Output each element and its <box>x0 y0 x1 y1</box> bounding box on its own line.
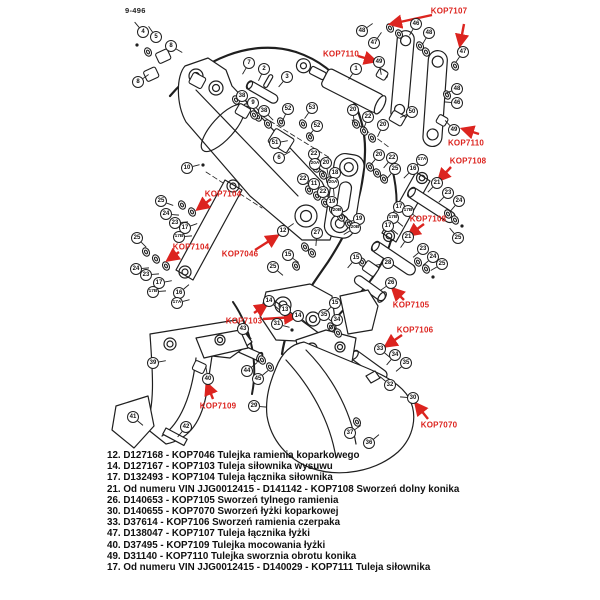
kop-label: KOP7070 <box>420 420 458 430</box>
callout-38: 38 <box>258 105 270 117</box>
callout-14: 14 <box>292 310 304 322</box>
callout-22: 22 <box>297 173 309 185</box>
callout-39: 39 <box>147 357 159 369</box>
callout-19: 19 <box>353 213 365 225</box>
callout-29: 29 <box>248 400 260 412</box>
callout-17B: 17B <box>173 231 185 243</box>
callout-23: 23 <box>442 187 454 199</box>
callout-20: 20 <box>320 157 332 169</box>
callout-50: 50 <box>406 106 418 118</box>
callout-17A: 17A <box>416 154 428 166</box>
kop-arrow <box>386 335 402 346</box>
callout-19: 19 <box>326 196 338 208</box>
callout-20: 20 <box>377 119 389 131</box>
callout-7: 7 <box>243 57 255 69</box>
callout-30: 30 <box>407 392 419 404</box>
parts-list-item: 21. Od numeru VIN JJG0012415 - D141142 - KOP7108 Sworzeń dolny konika <box>107 483 460 495</box>
callout-11: 11 <box>308 178 320 190</box>
callout-44: 44 <box>241 365 253 377</box>
parts-list-item: 12. D127168 - KOP7046 Tulejka ramienia koparkowego <box>107 450 360 461</box>
callout-14: 14 <box>263 295 275 307</box>
kop-arrow <box>168 252 179 260</box>
callout-22: 22 <box>317 186 329 198</box>
kop-arrow <box>463 129 479 134</box>
callout-46: 46 <box>410 18 422 30</box>
parts-list-item: 47. D138047 - KOP7107 Tuleja łącznika łyżki <box>107 528 310 540</box>
callout-21: 21 <box>402 231 414 243</box>
callout-22: 22 <box>386 152 398 164</box>
callout-24: 24 <box>160 208 172 220</box>
callout-43: 43 <box>237 323 249 335</box>
callout-4: 4 <box>137 26 149 38</box>
callout-51: 51 <box>269 137 281 149</box>
callout-10: 10 <box>181 162 193 174</box>
callout-15: 15 <box>329 297 341 309</box>
callout-20B: 20B <box>331 205 343 217</box>
callout-45: 45 <box>252 373 264 385</box>
callout-5: 5 <box>150 31 162 43</box>
kop-label: KOP7046 <box>221 249 259 259</box>
callout-17B: 17B <box>402 205 414 217</box>
callout-28: 28 <box>382 257 394 269</box>
callout-48: 48 <box>356 25 368 37</box>
swing-plate <box>340 290 378 334</box>
callout-15: 15 <box>282 249 294 261</box>
callout-6: 6 <box>273 152 285 164</box>
kop-label: KOP7107 <box>430 6 468 16</box>
callout-18: 18 <box>329 167 341 179</box>
callout-35: 35 <box>318 309 330 321</box>
callout-32: 32 <box>384 379 396 391</box>
kop-arrow <box>460 24 464 45</box>
callout-49: 49 <box>373 56 385 68</box>
callout-20: 20 <box>347 104 359 116</box>
callout-17: 17 <box>179 222 191 234</box>
callout-17: 17 <box>393 201 405 213</box>
callout-47: 47 <box>457 46 469 58</box>
kop-label: KOP7105 <box>392 300 430 310</box>
callout-46: 46 <box>451 97 463 109</box>
parts-list-item: 14. D127167 - KOP7103 Tuleja siłownika wysuwu <box>107 461 333 473</box>
kop-label: KOP7104 <box>172 242 210 252</box>
callout-49: 49 <box>448 124 460 136</box>
callout-52: 52 <box>282 103 294 115</box>
callout-35: 35 <box>400 357 412 369</box>
callout-48: 48 <box>451 83 463 95</box>
callout-20A: 20A <box>327 177 339 189</box>
callout-38: 38 <box>236 90 248 102</box>
parts-list-item: 33. D37614 - KOP7106 Sworzeń ramienia czerpaka <box>107 517 341 529</box>
figure-number: 9-496 <box>125 6 146 15</box>
callout-16: 16 <box>173 287 185 299</box>
callout-47: 47 <box>368 37 380 49</box>
kop-arrow <box>393 289 404 300</box>
kop-label: KOP7104 <box>204 189 242 199</box>
callout-15: 15 <box>350 252 362 264</box>
callout-26: 26 <box>385 277 397 289</box>
callout-17: 17 <box>382 220 394 232</box>
callout-21: 21 <box>431 177 443 189</box>
callout-24: 24 <box>427 251 439 263</box>
kop-label: KOP7110 <box>447 138 485 148</box>
callout-31: 31 <box>271 318 283 330</box>
kop-label: KOP7106 <box>396 325 434 335</box>
callout-17B: 17B <box>147 286 159 298</box>
callout-25: 25 <box>389 163 401 175</box>
callout-22: 22 <box>362 111 374 123</box>
callout-48: 48 <box>423 27 435 39</box>
callout-12: 12 <box>277 225 289 237</box>
callout-33: 33 <box>374 343 386 355</box>
parts-list-item: 26. D140653 - KOP7105 Sworzeń tylnego ramienia <box>107 494 339 506</box>
callout-17A: 17A <box>171 297 183 309</box>
callout-20B: 20B <box>349 222 361 234</box>
parts-list-item: 17. Od numeru VIN JJG0012415 - D140029 - KOP7111 Tuleja siłownika <box>107 562 431 574</box>
callout-17B: 17B <box>387 212 399 224</box>
callout-24: 24 <box>453 195 465 207</box>
kop-label: KOP7109 <box>199 401 237 411</box>
callout-25: 25 <box>131 232 143 244</box>
parts-list-item: 40. D37495 - KOP7109 Tulejka mocowania łyżki <box>107 539 326 551</box>
kop-label: KOP7103 <box>225 316 263 326</box>
kop-label: KOP7108 <box>409 214 447 224</box>
kop-arrow <box>416 404 428 419</box>
link-bar <box>422 50 448 147</box>
callout-23: 23 <box>140 269 152 281</box>
callout-53: 53 <box>306 102 318 114</box>
kop-arrow <box>198 199 211 209</box>
callout-3: 3 <box>281 71 293 83</box>
callout-13: 13 <box>279 304 291 316</box>
callout-25: 25 <box>436 258 448 270</box>
parts-list-item: 30. D140655 - KOP7070 Sworzeń łyżki koparkowej <box>107 506 339 518</box>
callout-27: 27 <box>311 227 323 239</box>
parts-list-item: 17. D132493 - KOP7104 Tuleja łącznika siłownika <box>107 472 333 484</box>
callout-52: 52 <box>311 120 323 132</box>
callout-2: 2 <box>258 63 270 75</box>
callout-25: 25 <box>267 261 279 273</box>
kop-label: KOP7110 <box>322 49 360 59</box>
callout-1: 1 <box>350 63 362 75</box>
callout-8: 8 <box>132 76 144 88</box>
callout-8: 8 <box>165 40 177 52</box>
callout-20: 20 <box>373 149 385 161</box>
callout-16: 16 <box>407 163 419 175</box>
kop-label: KOP7108 <box>449 156 487 166</box>
callout-34: 34 <box>331 314 343 326</box>
callout-9: 9 <box>247 97 259 109</box>
callout-25: 25 <box>155 195 167 207</box>
callout-36: 36 <box>363 437 375 449</box>
callout-40: 40 <box>202 373 214 385</box>
callout-23: 23 <box>417 243 429 255</box>
parts-list-item: 49. D31140 - KOP7110 Tulejka sworznia obrotu konika <box>107 550 357 562</box>
parts-list <box>107 450 459 573</box>
callout-37: 37 <box>344 427 356 439</box>
callout-23: 23 <box>169 217 181 229</box>
callout-42: 42 <box>180 421 192 433</box>
callout-17: 17 <box>153 277 165 289</box>
kop-arrow <box>207 384 213 399</box>
callout-41: 41 <box>127 411 139 423</box>
callout-22: 22 <box>308 148 320 160</box>
callout-20A: 20A <box>309 158 321 170</box>
callout-25: 25 <box>452 232 464 244</box>
callout-34: 34 <box>389 349 401 361</box>
bolt <box>263 74 273 88</box>
callout-24: 24 <box>130 263 142 275</box>
kop-arrow <box>255 236 277 250</box>
